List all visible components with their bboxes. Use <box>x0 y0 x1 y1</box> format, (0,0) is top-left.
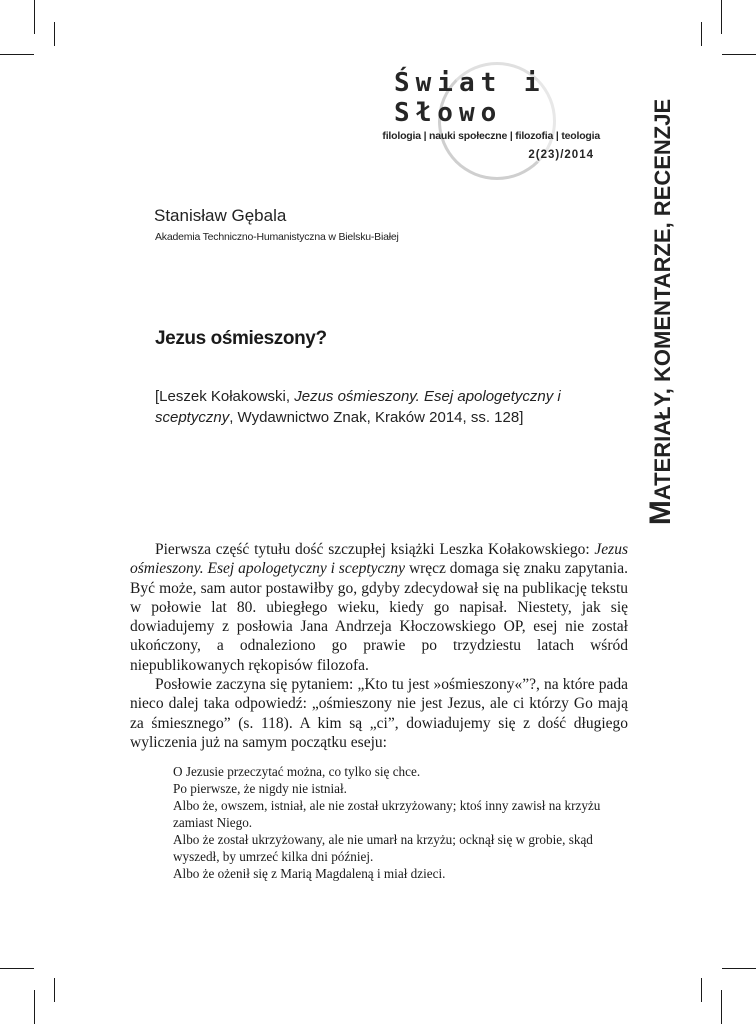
crop-mark-bottom-left-vertical-inner <box>54 978 55 1002</box>
section-label <box>644 99 678 525</box>
crop-mark-top-right-vertical <box>721 0 722 34</box>
article-title: Jezus ośmieszony? <box>155 328 327 349</box>
quote-line: O Jezusie przeczytać można, co tylko się chce. <box>173 764 421 779</box>
crop-mark-bottom-right-vertical-inner <box>701 978 702 1002</box>
crop-mark-top-left-horizontal <box>0 54 34 55</box>
quote-line: Albo że został ukrzyżowany, ale nie umarł na krzyżu; ocknął się w grobie, skąd wyszedł, by umrzeć kilka dni później. <box>173 832 593 864</box>
section-label-initial: M <box>644 500 677 526</box>
paragraph-2: Posłowie zaczyna się pytaniem: „Kto tu jest »ośmieszony«”?, na które pada nieco dalej taka odpowiedź: „ośmieszony nie jest Jezus, ale ci którzy Go mają za śmiesznego” (s. 118). A kim są „ci”, dowiadujemy się z dość długiego wyliczenia już na samym początku eseju: <box>130 676 628 751</box>
crop-mark-top-right-vertical-inner <box>701 22 702 46</box>
crop-mark-top-left-vertical <box>34 0 35 34</box>
quote-line: Albo że ożenił się z Marią Magdaleną i miał dzieci. <box>173 866 446 881</box>
quote-line: Po pierwsze, że nigdy nie istniał. <box>173 781 347 796</box>
author-name: Stanisław Gębala <box>154 206 287 225</box>
crop-mark-top-right-horizontal <box>722 54 756 55</box>
article-body <box>130 540 628 752</box>
bibliographic-note <box>155 386 635 428</box>
section-label-container <box>636 78 686 546</box>
crop-mark-bottom-right-vertical <box>721 990 722 1024</box>
journal-issue: 2(23)/2014 <box>528 149 594 161</box>
crop-mark-bottom-left-vertical <box>34 990 35 1024</box>
paragraph-1 <box>130 540 628 675</box>
section-label-rest: ATERIAŁY, KOMENTARZE, RECENZJE <box>650 98 675 501</box>
bib-book-title: Jezus ośmieszony. Esej apologetyczny i sceptyczny <box>155 388 561 426</box>
author-affiliation: Akademia Techniczno-Humanistyczna w Bielsku-Białej <box>155 231 399 243</box>
quote-line: Albo że, owszem, istniał, ale nie został ukrzyżowany; ktoś inny zawisł na krzyżu zamiast Niego. <box>173 798 601 830</box>
bib-rest: , Wydawnictwo Znak, Kraków 2014, ss. 128] <box>229 409 524 426</box>
paragraph-1-end: wręcz domaga się znaku zapytania. Być może, sam autor postawiłby go, gdyby zdecydował się na publikację tekstu w połowie lat 80. ubiegłego wieku, kiedy go napisał. Niestety, jak się dowiadujemy z posłowia Jana Andrzeja Kłoczowskiego OP, esej nie został ukończony, a odnaleziono go prawie po trzydziestu latach wśród niepublikowanych rękopisów filozofa. <box>130 560 628 674</box>
block-quote <box>173 763 633 882</box>
journal-title: Świat i Słowo <box>394 68 546 128</box>
journal-header <box>380 60 610 161</box>
crop-mark-bottom-right-horizontal <box>722 968 756 969</box>
paragraph-1-start: Pierwsza część tytułu dość szczupłej książki Leszka Kołakowskiego: <box>155 541 595 558</box>
crop-mark-bottom-left-horizontal <box>0 968 34 969</box>
crop-mark-top-left-vertical-inner <box>54 22 55 46</box>
paragraph-1-italic: Jezus ośmieszony. Esej apologetyczny i sceptyczny <box>130 541 628 578</box>
journal-subtitle: filologia | nauki społeczne | filozofia | teologia <box>382 130 600 142</box>
bib-open: [Leszek Kołakowski, <box>155 388 295 405</box>
